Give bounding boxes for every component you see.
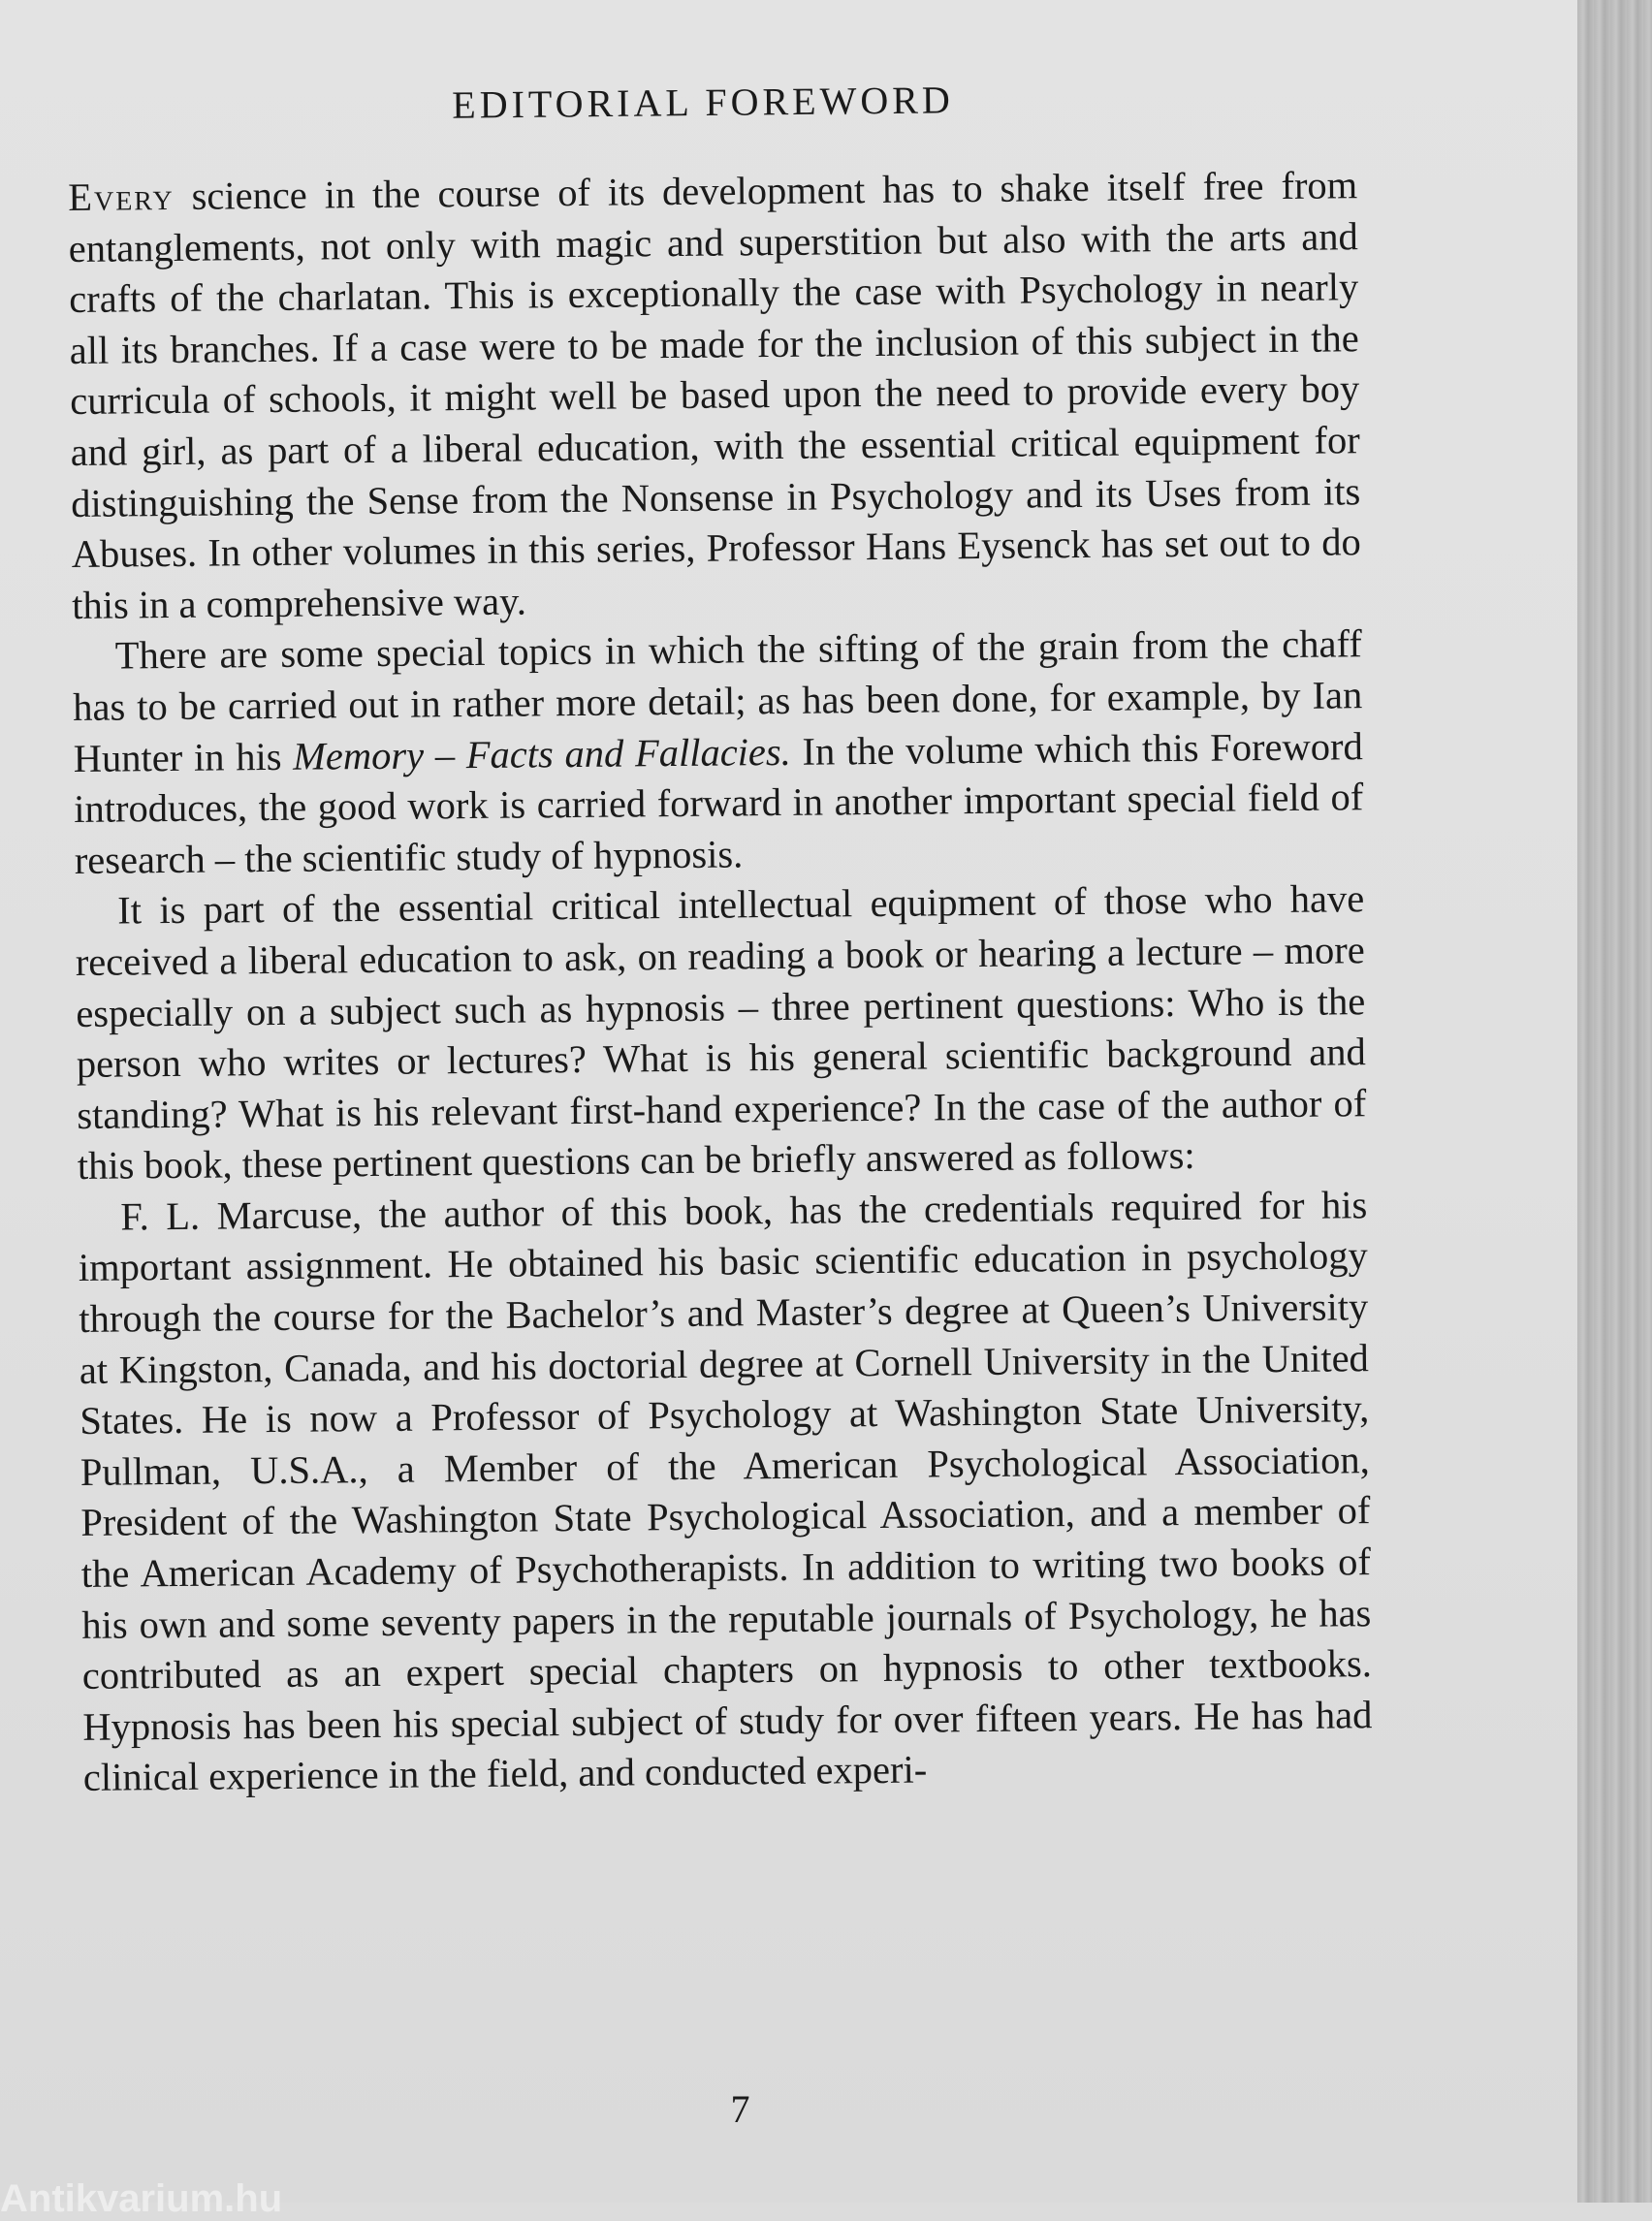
paragraph-2-text-after: In the volume which this Foreword introduces, the good work is carried forward in another important special field of research – the scientific study of hypnosis. bbox=[74, 723, 1364, 882]
paragraph-2-text-before: There are some special topics in which the sifting of the grain from the chaff has to be carried out in rather more detail; as has been done, for example, by Ian Hunter in his bbox=[73, 621, 1363, 780]
body-text bbox=[68, 160, 1373, 1804]
drop-lead-word: Every bbox=[68, 174, 175, 219]
paragraph-1-text: science in the course of its development has to shake itself free from entanglements, not only with magic and superstition but also with the arts and crafts of the charlatan. This is exceptionally the case with Psychology in nearly all its branches. If a case were to be made for the inclusion of this subject in the curricula of schools, it might well be based upon the need to provide every boy and girl, as part of a liberal education, with the essential critical equipment for distinguishing the Sense from the Nonsense in Psychology and its Uses from its Abuses. In other volumes in this series, Professor Hans Eysenck has set out to do this in a comprehensive way. bbox=[68, 163, 1361, 627]
paragraph-4: F. L. Marcuse, the author of this book, has the credentials required for his important assignment. He obtained his basic scientific education in psychology through the course for the Bachelor’s and Master’s degree at Queen’s University at Kingston, Canada, and his doctorial degree at Cornell University in the United States. He is now a Professor of Psychology at Washington State University, Pullman, U.S.A., a Member of the American Psychological Association, President of the Washington State Psychological Association, and a member of the American Academy of Psychotherapists. In addition to writing two books of his own and some seventy papers in the reputable journals of Psychology, he has contributed as an expert special chapters on hypnosis to other textbooks. Hypnosis has been his special subject of study for over fifteen years. He has had clinical experience in the field, and conducted experi- bbox=[78, 1183, 1373, 1800]
page-edge bbox=[1577, 0, 1652, 2203]
paragraph-3: It is part of the essential critical intellectual equipment of those who have received a liberal education to ask, on reading a book or hearing a lecture – more especially on a subject such as hypnosis – three pertinent questions: Who is the person who writes or lectures? What is his general scientific background and standing? What is his relevant first-hand experience? In the case of the author of this book, these pertinent questions can be briefly answered as follows: bbox=[75, 876, 1367, 1189]
page-number: 7 bbox=[730, 2087, 750, 2131]
paragraph-2 bbox=[73, 619, 1364, 887]
watermark: Antikvarium.hu bbox=[0, 2177, 283, 2220]
book-title-italic: Memory – Facts and Fallacies. bbox=[292, 729, 792, 778]
paragraph-1 bbox=[68, 160, 1361, 631]
page-title: EDITORIAL FOREWORD bbox=[452, 78, 954, 127]
